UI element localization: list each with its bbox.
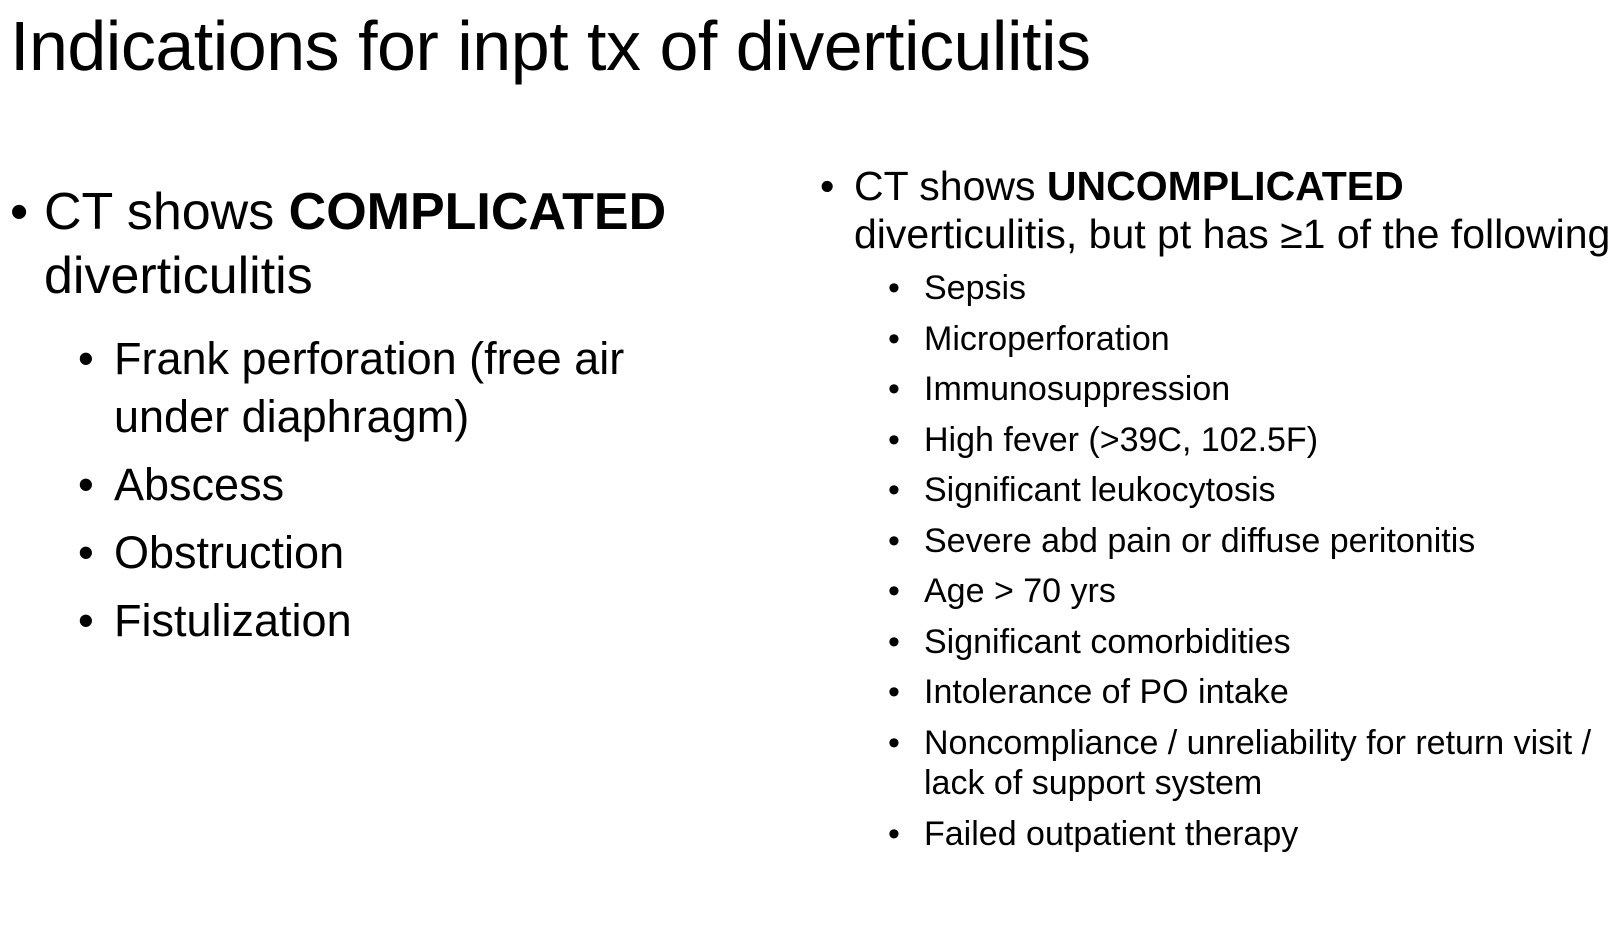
list-item: • High fever (>39C, 102.5F) [888, 420, 1618, 461]
right-heading-suffix: diverticulitis, but pt has ≥1 of the following [854, 211, 1611, 257]
right-sub-list [888, 268, 1618, 854]
list-item: • Sepsis [888, 268, 1618, 309]
list-item: • Failed outpatient therapy [888, 814, 1618, 855]
left-column [8, 180, 748, 660]
list-item: • Abscess [78, 456, 748, 514]
left-sub-list [78, 330, 748, 650]
slide-title: Indications for inpt tx of diverticulitis [10, 7, 1091, 85]
list-item: • Significant leukocytosis [888, 470, 1618, 511]
list-item: • Age > 70 yrs [888, 571, 1618, 612]
right-heading-prefix: CT shows [854, 163, 1047, 209]
list-item: • Severe abd pain or diffuse peritonitis [888, 521, 1618, 562]
left-heading-bullet [8, 180, 748, 650]
right-column [818, 162, 1618, 864]
right-heading-bold: UNCOMPLICATED [1046, 163, 1404, 209]
list-item: • Frank perforation (free air under diaphragm) [78, 330, 748, 446]
list-item: • Intolerance of PO intake [888, 672, 1618, 713]
left-heading-prefix: CT shows [44, 183, 289, 241]
right-bullet-list [818, 162, 1618, 854]
left-bullet-list [8, 180, 748, 650]
list-item: • Immunosuppression [888, 369, 1618, 410]
list-item: • Microperforation [888, 319, 1618, 360]
right-heading-bullet [818, 162, 1618, 854]
list-item: • Noncompliance / unreliability for return visit / lack of support system [888, 723, 1618, 804]
list-item: • Fistulization [78, 592, 748, 650]
left-heading-bold: COMPLICATED [288, 183, 667, 241]
list-item: • Obstruction [78, 524, 748, 582]
list-item: • Significant comorbidities [888, 622, 1618, 663]
left-heading-suffix: diverticulitis [44, 247, 313, 305]
